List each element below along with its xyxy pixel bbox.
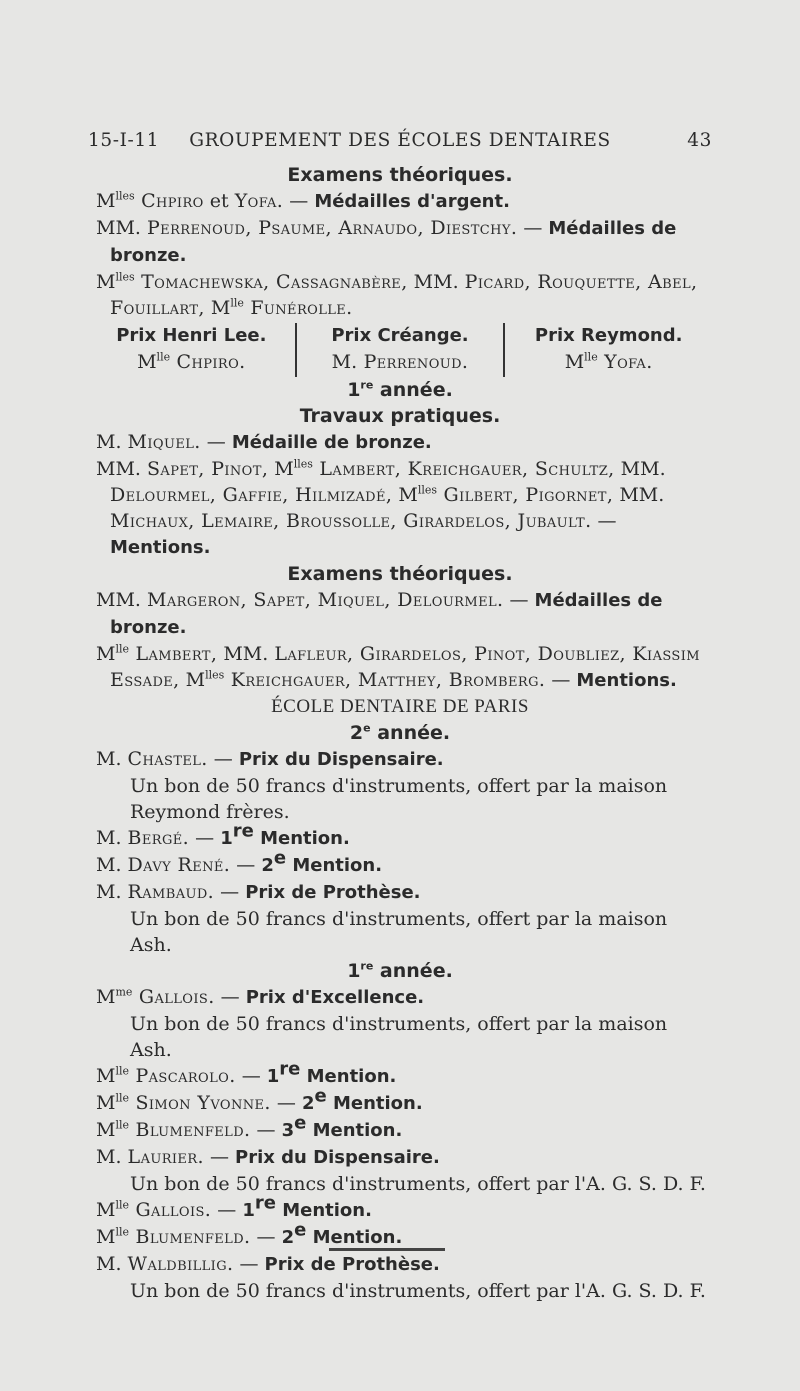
person-name: Chpiro. [170,351,246,373]
superscript: me [115,985,133,999]
superscript: lles [293,457,313,471]
award-entry [88,820,712,852]
text-run: MM. [96,458,147,480]
text-run: MM. [96,589,147,611]
superscript: lle [230,296,244,310]
award-entry [88,1251,712,1278]
text-run: M [179,669,206,691]
superscript: lles [417,483,438,497]
text-run: — [233,1253,265,1275]
award-entry [88,429,712,456]
text-run: — [203,1146,236,1168]
person-name: Bergé. [127,827,190,849]
person-name: Blumenfeld. [129,1226,251,1248]
person-name: Kreichgauer, Matthey, Bromberg. [224,669,546,691]
title-prefix: M. [331,351,358,373]
text-run: M. [96,431,128,453]
section-heading [88,720,712,746]
person-name: Laurier. [127,1146,204,1168]
person-name: Gilbert, Pigornet, [437,484,614,506]
person-name: Perrenoud. [357,351,469,373]
award-description: Un bon de 50 francs d'instruments, offert par la maison Ash. [130,908,668,956]
text-run: M [96,986,116,1008]
text-run: année. [373,960,453,982]
award-label: Mention. [286,855,383,876]
award-label: 1 [266,1066,280,1087]
text-run: — [211,1199,243,1221]
text-run: M [96,1226,116,1248]
text-run: MM. [96,217,147,239]
person-name: Rambaud. [127,881,215,903]
person-name: Lambert, [129,643,218,665]
page-number: 43 [687,130,712,151]
text-run: M [96,643,116,665]
text-run: 2 [349,722,364,744]
running-title: GROUPEMENT DES ÉCOLES DENTAIRES [189,130,611,151]
person-name: Perrenoud, Psaume, Arnaudo, Diestchy. [147,217,518,239]
person-name: Funérolle. [243,297,353,319]
superscript: e [363,721,371,735]
superscript: lle [115,1118,130,1132]
superscript: re [279,1058,301,1080]
text-run: M [96,1119,116,1141]
text-run: M. [96,854,128,876]
award-label: Mention. [300,1066,397,1087]
award-entry [88,1192,712,1224]
person-name: Picard, Rouquette, Abel, Fouillart, [110,271,698,319]
superscript: lle [115,1091,130,1105]
section-heading: Travaux pratiques. [299,405,501,427]
text-run: — [230,854,262,876]
section-heading [88,377,712,403]
title-prefix: M [137,351,157,373]
award-description: Un bon de 50 francs d'instruments, offert par la maison Reymond frères. [130,775,668,823]
award-label: Médailles de bronze. [110,218,677,266]
award-label: Mention. [326,1093,423,1114]
person-name: Yofa. [597,351,653,373]
text-run: — [517,217,549,239]
text-run: — [207,748,239,770]
award-label: Mention. [253,828,350,849]
text-run: 1 [347,379,361,401]
section-heading [88,958,712,984]
award-label: 2 [281,1227,295,1248]
award-entry [88,1085,712,1117]
text-run: M [96,190,116,212]
text-run: MM. [613,484,665,506]
award-label: 2 [301,1093,315,1114]
page-content [88,162,712,1304]
award-description: Un bon de 50 francs d'instruments, offert par l'A. G. S. D. F. [130,1280,706,1302]
text-run: année. [370,722,451,744]
person-name: Yofa. [234,190,284,212]
title-prefix: M [564,351,585,373]
award-label: 1 [220,828,233,849]
superscript: lles [115,270,135,284]
person-name: Blumenfeld. [129,1119,251,1141]
person-name: Gallois. [132,986,215,1008]
person-name: Sapet, Pinot, [147,458,269,480]
award-label: Médailles de bronze. [110,590,663,638]
award-label: Mention. [306,1227,403,1248]
text-run: — [189,827,221,849]
prize-winner [505,349,712,375]
prize-title: Prix Reymond. [534,325,683,346]
award-entry [88,847,712,879]
person-name: Delourmel, Gaffie, Hilmizadé, [110,484,393,506]
text-run: M. [96,1146,128,1168]
prize-winner [297,349,504,375]
superscript: re [232,820,254,842]
superscript: e [314,1085,327,1107]
text-run: M. [96,827,128,849]
award-label: Mentions. [110,537,211,558]
person-name: Margeron, Sapet, Miquel, Delourmel. [147,589,504,611]
award-description: Un bon de 50 francs d'instruments, offert par l'A. G. S. D. F. [130,1173,706,1195]
award-label: 2 [261,855,274,876]
award-entry [88,641,712,694]
person-name: Tomachewska, Cassagnabère, [134,271,408,293]
text-run: — [591,510,617,532]
text-run: — [545,669,577,691]
superscript: lle [156,350,171,364]
award-entry [88,269,712,321]
section-heading: Examens théoriques. [287,563,513,585]
text-run: M. [96,881,128,903]
text-run: MM. [217,643,275,665]
award-description: Un bon de 50 francs d'instruments, offert par la maison Ash. [130,1013,668,1061]
person-name: Lambert, Kreichgauer, Schultz, [312,458,615,480]
award-entry [88,587,712,641]
text-run: — [214,881,246,903]
text-run: MM. [614,458,666,480]
school-heading: ÉCOLE DENTAIRE DE PARIS [271,696,529,717]
text-run: — [235,1065,267,1087]
superscript: e [294,1219,307,1241]
superscript: lles [205,668,225,682]
prize-title: Prix Henri Lee. [116,325,267,346]
award-label: Médaille de bronze. [231,432,432,453]
person-name: Simon Yvonne. [129,1092,271,1114]
text-run: année. [373,379,453,401]
person-name: Miquel. [127,431,201,453]
prize-winner [88,349,295,375]
superscript: lle [115,1198,130,1212]
person-name: Gallois. [129,1199,212,1221]
superscript: e [294,1112,307,1134]
text-run: — [270,1092,302,1114]
text-run: — [250,1119,282,1141]
superscript: re [360,378,374,392]
superscript: lle [115,642,130,656]
prize-columns [88,323,712,377]
text-run: M [268,458,294,480]
text-run: M [204,297,231,319]
superscript: re [360,959,374,973]
person-name: Chastel. [127,748,208,770]
award-entry [88,1058,712,1090]
end-rule [329,1248,445,1251]
text-run: — [283,190,315,212]
issue-date: 15-I-11 [88,130,160,151]
text-run: — [250,1226,282,1248]
superscript: lle [115,1064,130,1078]
award-entry [88,879,712,906]
text-run: — [214,986,246,1008]
running-head [88,128,712,156]
text-run: M [392,484,418,506]
superscript: lles [115,189,135,203]
award-label: 1 [242,1200,255,1221]
award-entry [88,1144,712,1171]
award-entry [88,456,712,561]
text-run: M. [96,748,128,770]
award-entry [88,1112,712,1144]
prize-column [503,323,712,377]
text-run: M [96,271,116,293]
award-label: 3 [281,1120,295,1141]
superscript: e [273,847,287,869]
superscript: re [254,1192,276,1214]
prize-column [295,323,504,377]
superscript: lle [584,350,598,364]
text-run: — [200,431,232,453]
text-run: M. [96,1253,128,1275]
person-name: Davy René. [127,854,231,876]
text-run: M [96,1092,116,1114]
award-label: Mentions. [576,670,677,691]
text-run: — [503,589,535,611]
text-run: M [96,1199,116,1221]
person-name: Chpiro [134,190,204,212]
person-name: Lafleur, Girardelos, Pinot, Doubliez, Kiassim Essade, [110,643,700,691]
text-run: et [203,190,235,212]
superscript: lle [115,1225,130,1239]
text-run: MM. [407,271,465,293]
award-entry [88,1219,712,1251]
award-label: Prix de Prothèse. [245,882,421,903]
prize-title: Prix Créange. [331,325,469,346]
award-label: Prix du Dispensaire. [235,1147,440,1168]
text-run: 1 [347,960,361,982]
award-label: Prix d'Excellence. [245,987,425,1008]
section-heading: Examens théoriques. [287,164,513,186]
award-label: Mention. [275,1200,372,1221]
person-name: Michaux, Lemaire, Broussolle, Girardelos, Jubault. [110,510,592,532]
award-label: Mention. [306,1120,403,1141]
award-entry [88,188,712,215]
award-entry [88,984,712,1011]
award-label: Prix de Prothèse. [264,1254,440,1275]
award-entry [88,746,712,773]
text-run: M [96,1065,116,1087]
award-entry [88,215,712,269]
person-name: Pascarolo. [129,1065,236,1087]
person-name: Waldbillig. [127,1253,234,1275]
award-label: Médailles d'argent. [314,191,510,212]
prize-column [88,323,295,377]
award-label: Prix du Dispensaire. [238,749,444,770]
